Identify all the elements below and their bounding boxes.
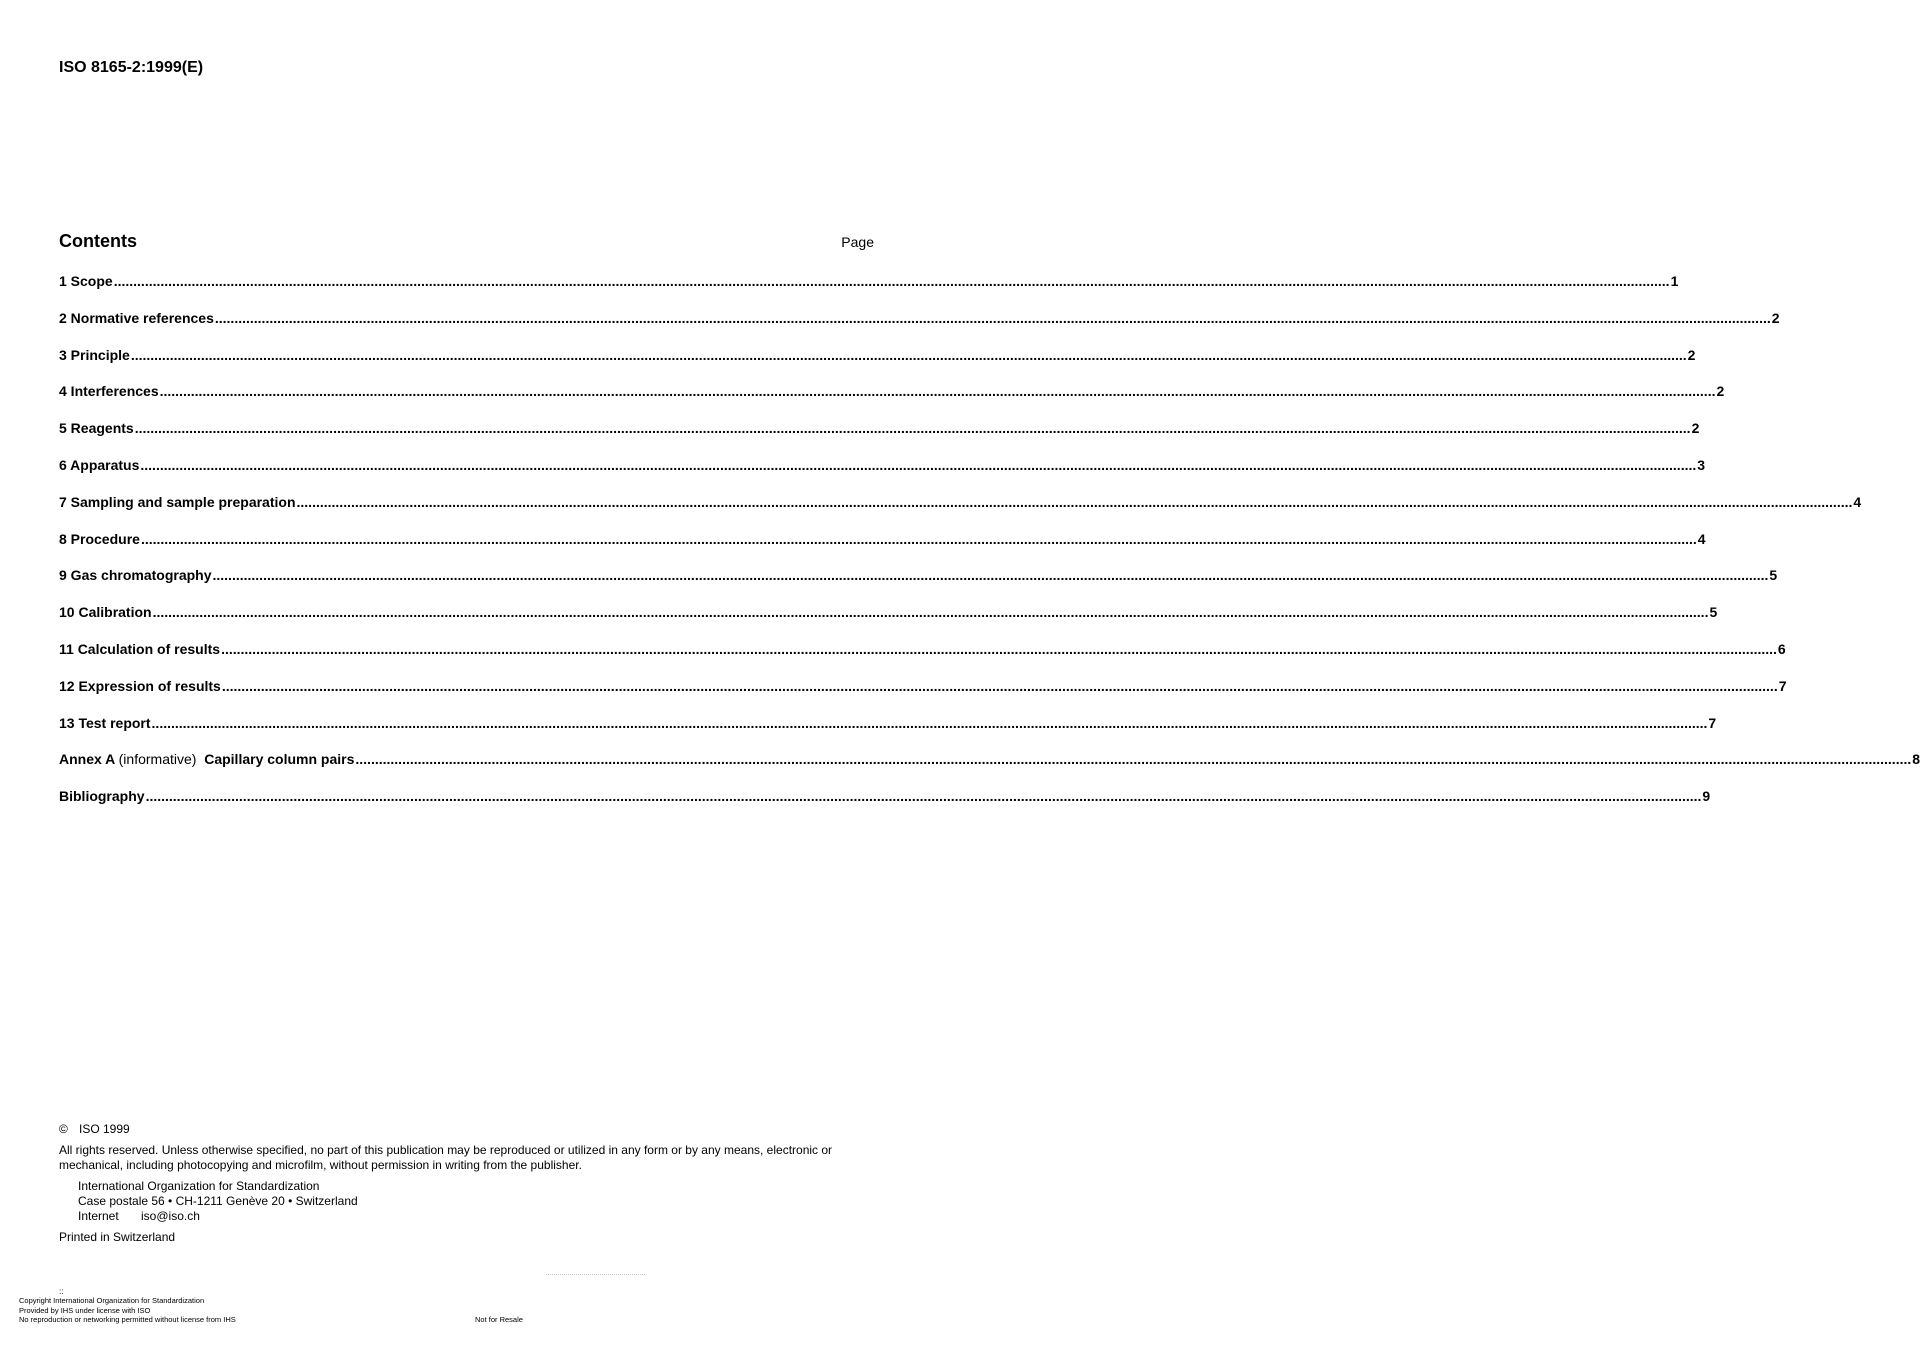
toc-entry-label: 7 Sampling and sample preparation — [59, 493, 296, 510]
dot-leader: ................................................................................................................................................................................................................................................................................................................................................................................................................ — [355, 751, 1912, 768]
dot-leader: ................................................................................................................................................................................................................................................................................................................................................................................................................ — [134, 420, 1691, 437]
dot-leader: ................................................................................................................................................................................................................................................................................................................................................................................................................ — [140, 530, 1697, 547]
toc-entry-title — [59, 420, 134, 436]
toc-entry-page: 9 — [1702, 788, 1711, 805]
toc-entry-title — [59, 715, 151, 731]
toc-entry[interactable] — [59, 273, 1679, 310]
dot-leader: ................................................................................................................................................................................................................................................................................................................................................................................................................ — [145, 788, 1702, 805]
toc-entry-page: 4 — [1853, 493, 1862, 510]
dot-leader: ................................................................................................................................................................................................................................................................................................................................................................................................................ — [152, 604, 1709, 621]
license-footer — [19, 1287, 919, 1325]
toc-entry-label: 1 Scope — [59, 273, 113, 289]
toc-entry[interactable] — [59, 346, 1696, 384]
toc-entry-title — [59, 678, 221, 694]
toc-entry-label: Bibliography — [59, 788, 145, 805]
toc-entry-title — [59, 273, 113, 289]
toc-entry-page: 7 — [1778, 677, 1787, 694]
copyright-line — [59, 1122, 874, 1137]
dot-leader: ................................................................................................................................................................................................................................................................................................................................................................................................................ — [140, 456, 1697, 473]
dot-leader: ................................................................................................................................................................................................................................................................................................................................................................................................................ — [159, 383, 1716, 400]
toc-entry-page: 2 — [1687, 346, 1696, 363]
toc-entry-title — [59, 567, 212, 583]
toc-entry[interactable] — [59, 751, 1920, 788]
copyright-block — [59, 1122, 874, 1245]
toc-entry-title — [59, 751, 354, 767]
toc-entry-page: 6 — [1777, 640, 1786, 657]
dot-leader: ................................................................................................................................................................................................................................................................................................................................................................................................................ — [113, 273, 1670, 289]
toc-entry[interactable] — [59, 493, 1862, 531]
dot-leader: ................................................................................................................................................................................................................................................................................................................................................................................................................ — [212, 567, 1769, 584]
toc-entry-label: 10 Calibration — [59, 604, 152, 621]
dot-leader: ................................................................................................................................................................................................................................................................................................................................................................................................................ — [130, 346, 1687, 363]
toc-entry-label: 3 Principle — [59, 346, 130, 363]
toc-entry[interactable] — [59, 714, 1717, 752]
toc-entry-title — [59, 457, 139, 473]
toc-entry[interactable] — [59, 383, 1725, 420]
dot-leader: ................................................................................................................................................................................................................................................................................................................................................................................................................ — [151, 714, 1708, 731]
internet-line — [78, 1209, 874, 1224]
footer-line-copyright: Copyright International Organization for Standardization — [19, 1296, 205, 1305]
toc-entry[interactable] — [59, 420, 1700, 457]
contents-header — [59, 231, 874, 252]
toc-entry-page: 2 — [1716, 383, 1725, 400]
toc-entry-page: 4 — [1697, 530, 1706, 547]
toc-entry-title — [59, 641, 220, 657]
toc-entry-label: 8 Procedure — [59, 530, 140, 547]
copyright-year: ISO 1999 — [79, 1122, 130, 1136]
rights-statement: All rights reserved. Unless otherwise specified, no part of this publication may be reproduced or utilized in any form or by any means, electronic or mechanical, including photocopying and microfilm, without permission in writing from the publisher. — [59, 1143, 833, 1172]
internet-label: Internet — [78, 1209, 119, 1223]
footer-line-provided: Provided by IHS under license with ISO — [19, 1305, 151, 1315]
toc-entry[interactable] — [59, 530, 1706, 568]
toc-entry-title — [59, 788, 145, 804]
toc-entry-title — [59, 383, 159, 399]
page-column-label: Page — [841, 234, 874, 250]
toc-entry-label: Annex A — [59, 751, 115, 768]
toc-entry-page: 2 — [1691, 420, 1700, 437]
toc-entry-page: 2 — [1771, 309, 1780, 326]
footer-line-license: No reproduction or networking permitted without license from IHS — [19, 1315, 236, 1324]
publisher-name: International Organization for Standardization — [78, 1179, 320, 1193]
toc-entry[interactable] — [59, 677, 1787, 715]
toc-entry-page: 1 — [1670, 273, 1679, 289]
dot-leader: ................................................................................................................................................................................................................................................................................................................................................................................................................ — [296, 493, 1853, 510]
toc-entry[interactable] — [59, 456, 1706, 494]
toc-entry[interactable] — [59, 567, 1778, 604]
publisher-address — [59, 1179, 874, 1224]
toc-entry-title — [59, 604, 152, 620]
dot-leader: ................................................................................................................................................................................................................................................................................................................................................................................................................ — [221, 677, 1778, 694]
toc-entry-label: 9 Gas chromatography — [59, 567, 212, 584]
toc-entry-label: 4 Interferences — [59, 383, 159, 400]
toc-entry-page: 5 — [1709, 604, 1718, 621]
toc-entry-label: 12 Expression of results — [59, 677, 221, 694]
toc-entry-title — [59, 347, 130, 363]
email-link[interactable]: iso@iso.ch — [141, 1209, 200, 1223]
scan-artifact-line — [546, 1274, 645, 1276]
table-of-contents — [59, 273, 1920, 825]
footer-marks: :: — [59, 1287, 64, 1296]
toc-entry[interactable] — [59, 640, 1786, 678]
toc-entry[interactable] — [59, 604, 1718, 641]
toc-entry-label: 5 Reagents — [59, 420, 134, 437]
not-for-resale: Not for Resale — [475, 1315, 523, 1324]
dot-leader: ................................................................................................................................................................................................................................................................................................................................................................................................................ — [214, 309, 1771, 326]
contents-title: Contents — [59, 231, 137, 251]
toc-entry-label: 6 Apparatus — [59, 456, 140, 473]
toc-entry-page: 3 — [1697, 456, 1706, 473]
toc-entry[interactable] — [59, 309, 1780, 347]
toc-entry-label: 11 Calculation of results — [59, 640, 221, 657]
toc-entry-note: (informative) — [118, 751, 197, 768]
toc-entry-label: 2 Normative references — [59, 309, 214, 326]
toc-entry[interactable] — [59, 788, 1711, 825]
printed-in: Printed in Switzerland — [59, 1230, 176, 1244]
toc-entry-page: 7 — [1708, 714, 1717, 731]
dot-leader: ................................................................................................................................................................................................................................................................................................................................................................................................................ — [221, 640, 1777, 657]
copyright-symbol: © — [59, 1122, 68, 1136]
document-id: ISO 8165-2:1999(E) — [59, 59, 204, 76]
toc-entry-label: 13 Test report — [59, 714, 151, 731]
toc-entry-page: 8 — [1912, 751, 1920, 768]
toc-entry-subtitle: Capillary column pairs — [204, 751, 355, 768]
toc-entry-title — [59, 531, 140, 547]
toc-entry-title — [59, 494, 296, 510]
toc-entry-title — [59, 310, 214, 326]
toc-entry-page: 5 — [1769, 567, 1778, 584]
postal-address: Case postale 56 • CH-1211 Genève 20 • Switzerland — [78, 1194, 358, 1208]
